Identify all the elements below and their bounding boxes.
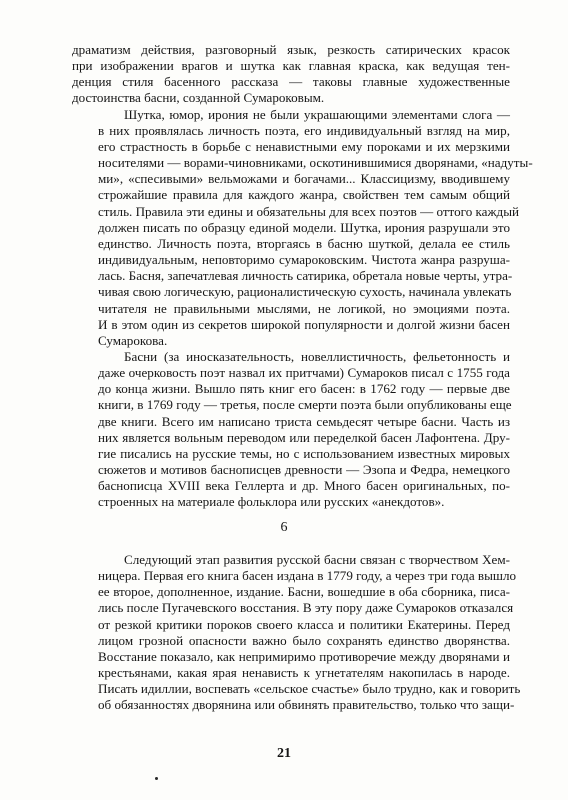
text-line: Писать идиллии, воспевать «сельское счастье» было трудно, как и говорить <box>98 681 521 697</box>
text-line: гие писались на русские темы, но с использованием известных мировых <box>98 445 510 461</box>
text-line: стиль. Правила эти едины и обязательны для всех поэтов — оттого каждый <box>98 203 520 219</box>
text-line: денция стиля басенного рассказа — таковы главные художественные <box>72 74 510 90</box>
text-line: даже очерковость поэт назвал их притчами) Сумароков писал с 1755 года <box>98 365 510 381</box>
text-line: баснописца XVIII века Геллерта и др. Много басен оригинальных, по- <box>98 478 510 494</box>
text-line: лицом грозной опасности важно было сохранять единство дворянства. <box>98 632 510 648</box>
text-line: об обязанностях дворянина или обвинять правительство, только что защи- <box>98 697 515 713</box>
text-line: должен писать по образцу единой модели. Шутка, ирония разрушали это <box>98 219 510 235</box>
text-block-top <box>72 42 533 511</box>
text-line: ее второе, дополненное, издание. Басни, вошедшие в оба сборника, писа- <box>98 584 510 600</box>
text-line: до конца жизни. Вышло пять книг его басен: в 1762 году — первые две <box>98 381 510 397</box>
text-line: две книги. Всего им написано триста семьдесят четыре басни. Часть из <box>98 413 510 429</box>
paragraph <box>72 106 533 349</box>
text-line: книги, в 1769 году — третья, после смерти поэта были опубликованы еще <box>98 397 512 413</box>
text-line: в них проявлялась личность поэта, его индивидуальный взгляд на мир, <box>98 122 510 138</box>
text-line: строжайшие правила для каждого жанра, свойствен тем самым общий <box>98 187 510 203</box>
text-line: ми», «спесивыми» вельможами и богачами... Классицизму, вводившему <box>98 171 510 187</box>
paragraph <box>72 349 510 511</box>
text-line: от резкой критики пороков своего класса и политики Екатерины. Перед <box>98 616 510 632</box>
text-line: Шутка, юмор, ирония не были украшающими элементами слога — <box>124 106 510 122</box>
text-line: носителями — ворами-чиновниками, оскотинившимися дворянами, «надуты- <box>98 155 533 171</box>
text-line: драматизм действия, разговорный язык, резкость сатирических красок <box>72 42 510 57</box>
text-line: Сумарокова. <box>98 332 168 348</box>
text-block-bottom <box>72 552 521 714</box>
text-line: Следующий этап развития русской басни связан с творчеством Хем- <box>124 552 510 567</box>
text-line: строенных на материале фольклора или русских «анекдотов». <box>98 494 445 510</box>
paragraph <box>72 552 521 714</box>
text-line: единство. Личность поэта, вторгаясь в басню шуткой, делала ее стиль <box>98 235 510 251</box>
text-line: Басни (за иносказательность, новеллистичность, фельетонность и <box>124 348 510 364</box>
text-line: сюжетов и мотивов баснописцев древности — Эзопа и Федра, немецкого <box>98 462 510 478</box>
text-line: Восстание показало, как непримиримо противоречие между дворянами и <box>98 648 510 664</box>
text-line: при изображении врагов и шутка как главная краска, как ведущая тен- <box>72 58 510 74</box>
page-number: 21 <box>277 746 291 761</box>
text-line: лась. Басня, запечатлевая личность сатирика, обретала новые черты, утра- <box>98 268 513 284</box>
text-line: И в этом один из секретов широкой популярности и долгой жизни басен <box>98 316 510 332</box>
section-number: 6 <box>280 520 288 535</box>
paragraph <box>72 42 510 107</box>
print-speck <box>155 777 158 780</box>
text-line: индивидуальным, неповторимо сумароковским. Чистота жанра разруша- <box>98 252 510 268</box>
text-line: читателя не правильными мыслями, не логикой, но эмоциями поэта. <box>98 300 510 316</box>
text-line: его страстность в борьбе с ненавистными ему пороками и их мерзкими <box>98 138 510 154</box>
text-line: чивая свою логическую, рационалистическую сухость, начинала увлекать <box>98 284 512 300</box>
text-line: ницера. Первая его книга басен издана в 1779 году, а через три года вышло <box>98 568 517 584</box>
text-line: крестьянами, какая ярая ненависть к угнетателям накопилась в народе. <box>98 665 510 681</box>
text-line: лись после Пугачевского восстания. В эту пору даже Сумароков отказался <box>98 600 514 616</box>
text-line: достоинства басни, созданной Сумароковым. <box>72 90 325 106</box>
text-line: них является вольным переводом или переделкой басен Лафонтена. Дру- <box>98 429 510 445</box>
